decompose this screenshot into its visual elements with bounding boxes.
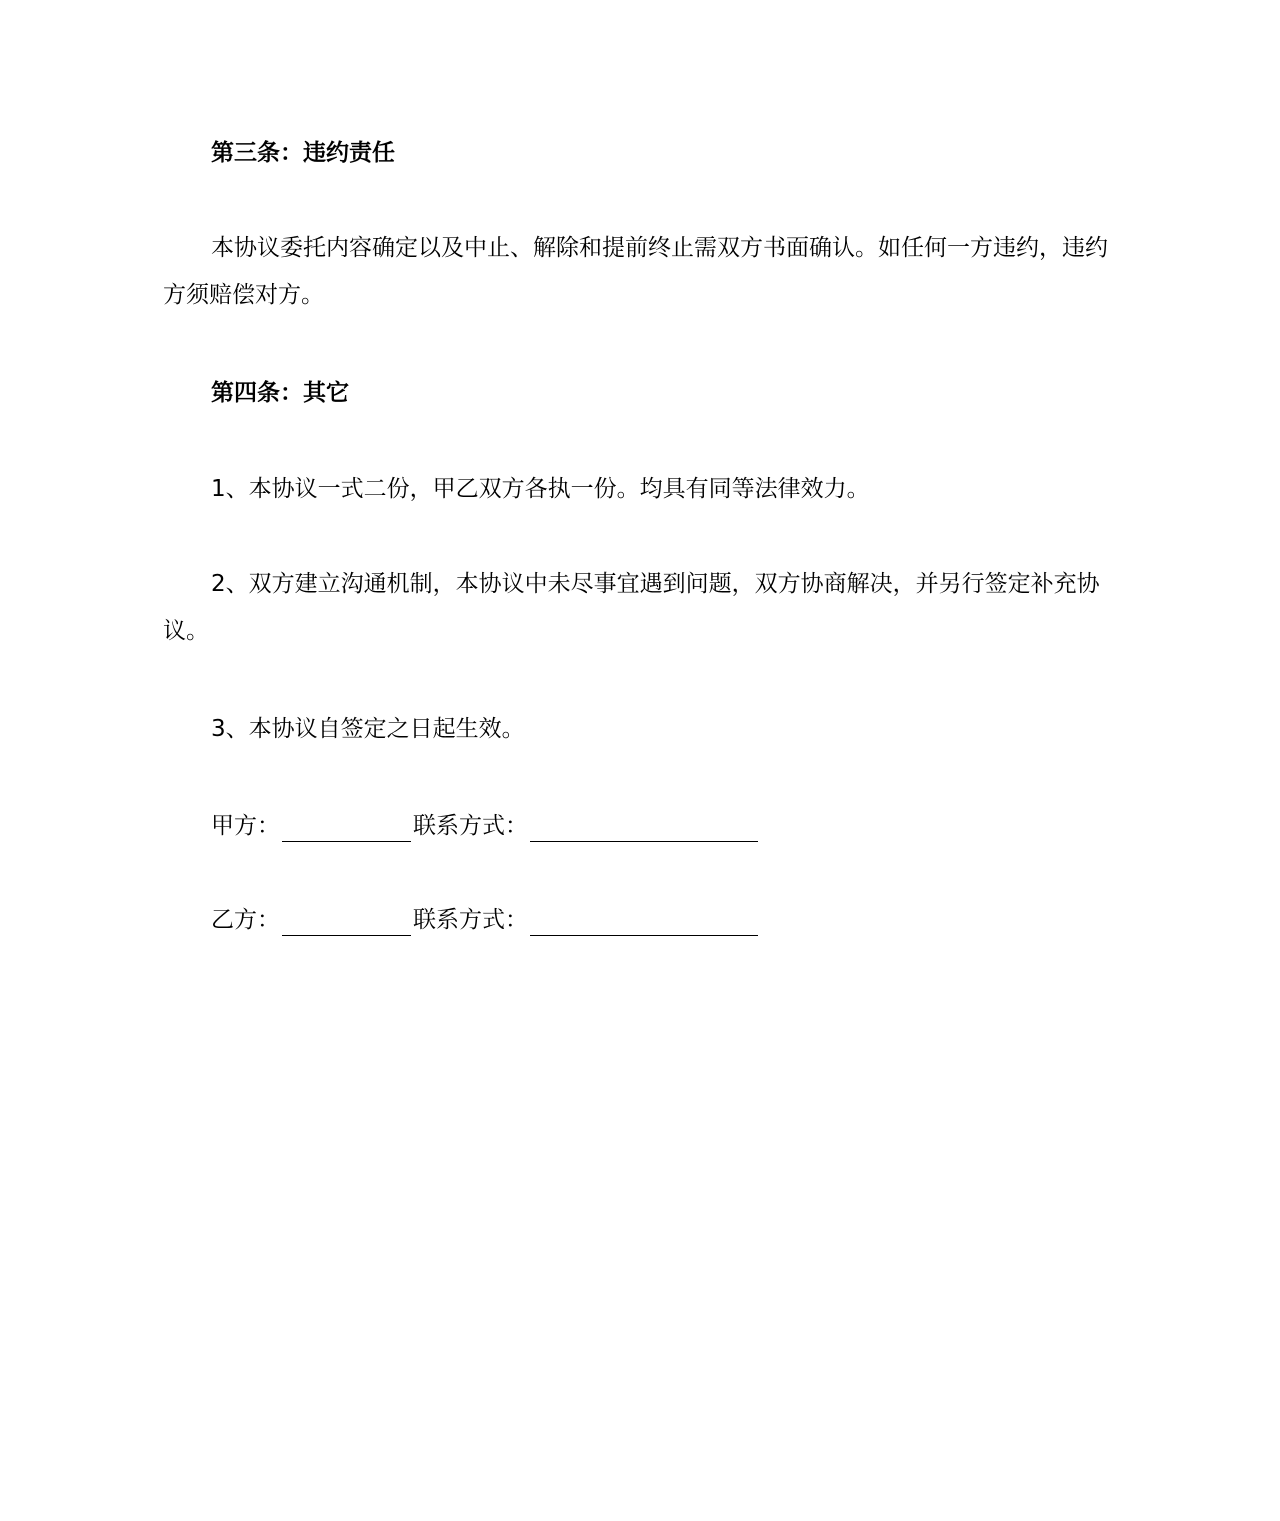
article-4-heading: 第四条：其它 [211, 380, 349, 406]
article-4-item-2: 2、双方建立沟通机制，本协议中未尽事宜遇到问题，双方协商解决，并另行签定补充协议。 [163, 571, 1100, 644]
article-3-body: 本协议委托内容确定以及中止、解除和提前终止需双方书面确认。如任何一方违约，违约方须赔偿对方。 [163, 235, 1108, 308]
party-b-contact-blank[interactable] [530, 909, 758, 936]
party-b-signature-row [211, 904, 758, 936]
party-b-name-blank[interactable] [282, 909, 411, 936]
article-3-heading: 第三条：违约责任 [211, 140, 395, 166]
party-a-contact-blank[interactable] [530, 815, 758, 842]
article-4-item-1: 1、本协议一式二份，甲乙双方各执一份。均具有同等法律效力。 [211, 476, 870, 502]
party-a-contact-label: 联系方式： [413, 813, 528, 839]
party-a-name-blank[interactable] [282, 815, 411, 842]
party-a-signature-row [211, 810, 758, 842]
party-b-contact-label: 联系方式： [413, 907, 528, 933]
article-4-item-3: 3、本协议自签定之日起生效。 [211, 716, 525, 742]
party-a-label: 甲方： [211, 813, 280, 839]
party-b-label: 乙方： [211, 907, 280, 933]
